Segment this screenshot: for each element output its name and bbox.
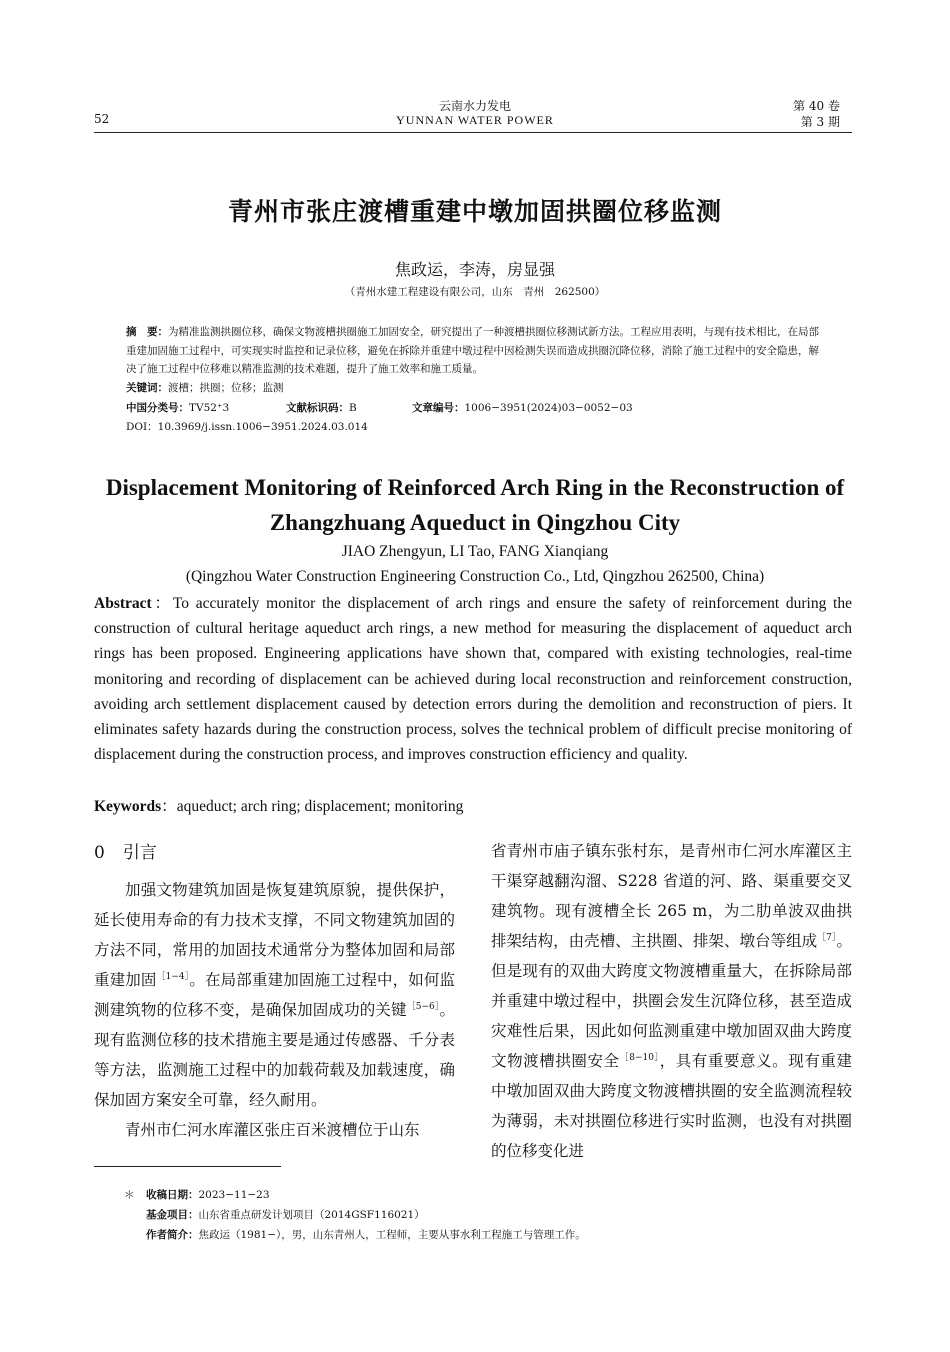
- citation: ［1−4］: [156, 971, 190, 982]
- footnote-star: ＊: [124, 1189, 135, 1201]
- keywords-cn-text: 渡槽；拱圈；位移；监测: [168, 381, 284, 394]
- classification-label: 中国分类号：: [126, 402, 189, 414]
- paragraph: 青州市仁河水库灌区张庄百米渡槽位于山东: [125, 1121, 420, 1139]
- footnotes: [124, 1185, 586, 1245]
- paper-title-en: [0, 470, 950, 540]
- body-left-column: [94, 875, 455, 1145]
- keywords-en-text: aqueduct; arch ring; displacement; monitoring: [176, 798, 464, 815]
- body-right-column: [491, 836, 852, 1166]
- authors-en: JIAO Zhengyun, LI Tao, FANG Xianqiang: [341, 543, 609, 560]
- affiliation-cn: （青州水建工程建设有限公司，山东 青州 262500）: [344, 286, 606, 298]
- affiliation-en: (Qingzhou Water Construction Engineering Construction Co., Ltd, Qingzhou 262500, China): [185, 568, 765, 585]
- section-title: 引言: [122, 843, 157, 863]
- keywords-en-colon: ：: [161, 798, 177, 815]
- abstract-en-label: Abstract: [94, 595, 152, 612]
- abstract-cn-label: 摘 要：: [126, 326, 168, 338]
- fund-text: 山东省重点研发计划项目（2014GSF116021）: [198, 1209, 425, 1221]
- text-run: ，具有重要意义。现有重建中墩加固双曲大跨度文物渡槽拱圈的安全监测流程较为薄弱，未对拱圈位移进行实时监测，也没有对拱圈的位移变化进: [491, 1052, 852, 1160]
- text-run: 。现有监测位移的技术措施主要是通过传感器、千分表等方法，监测施工过程中的加载荷载及加载速度，确保加固方案安全可靠，经久耐用。: [94, 1001, 455, 1109]
- doi: DOI：10.3969/j.issn.1006−3951.2024.03.014: [126, 421, 368, 433]
- abstract-cn-text: 为精准监测拱圈位移，确保文物渡槽拱圈施工加固安全，研究提出了一种渡槽拱圈位移测试新方法。工程应用表明，与现有技术相比，在局部重建加固施工过程中，可实现实时监控和记录位移，避免在拆除并重建中墩过程中因检测失误而造成拱圈沉降位移，消除了施工过程中的安全隐患，解决了施工过程中位移难以精准监测的技术难题，提升了施工效率和施工质量。: [126, 326, 819, 375]
- abstract-cn: [126, 323, 826, 397]
- footnote-rule: [94, 1166, 281, 1167]
- article-no-value: 1006−3951(2024)03−0052−03: [464, 402, 633, 414]
- abstract-en: [94, 591, 852, 767]
- paper-title-en-line1: Displacement Monitoring of Reinforced Arch Ring in the Reconstruction of: [105, 475, 845, 500]
- page-number: 52: [94, 112, 110, 126]
- bio-label: 作者简介：: [146, 1229, 199, 1241]
- text-run: 省青州市庙子镇东张村东，是青州市仁河水库灌区主干渠穿越翻沟溜、S228 省道的河、路、渠重要交叉建筑物。现有渡槽全长 265 m，为二肋单波双曲拱排架结构，由壳槽、主拱圈、排架、墩台等组成: [491, 842, 852, 950]
- doc-code-value: B: [349, 402, 357, 414]
- journal-name-en: YUNNAN WATER POWER: [396, 113, 554, 127]
- classification-line: [126, 400, 633, 415]
- abstract-en-text: To accurately monitor the displacement of arch rings and ensure the safety of reinforcement during the construction of cultural heritage aqueduct arch rings, a new method for measuring the displacement of aqueduct arch rings has been proposed. Engineering applications have shown that, compared with existing technologies, real-time monitoring and recording of displacement can be achieved during local reconstruction and reinforcement construction, avoiding arch settlement displacement caused by detection errors during the demolition and reconstruction of piers. It eliminates safety hazards during the construction process, solves the technical problem of difficult precise monitoring of displacement during the construction process, and improves construction efficiency and quality.: [94, 595, 852, 764]
- received-label: 收稿日期：: [146, 1189, 199, 1201]
- paragraph: [491, 836, 852, 1166]
- footnote-fund: [124, 1205, 586, 1225]
- citation: ［7］: [817, 932, 837, 943]
- fund-label: 基金项目：: [146, 1209, 199, 1221]
- section-heading: [94, 838, 157, 863]
- bio-text: 焦政运（1981−），男，山东青州人，工程师，主要从事水利工程施工与管理工作。: [198, 1229, 586, 1241]
- header-rule: [94, 132, 852, 133]
- text-run: 。在局部重建加固施工过程中，如何监测建筑物的位移不变，是确保加固成功的关键: [94, 971, 455, 1019]
- abstract-en-colon: ：: [151, 595, 173, 612]
- citation: ［5−6］: [406, 1001, 440, 1012]
- article-no-label: 文章编号：: [412, 402, 465, 414]
- issue-label: 第 3 期: [800, 115, 840, 129]
- footnote-received: [124, 1185, 586, 1205]
- received-date: 2023−11−23: [198, 1189, 270, 1201]
- journal-name-cn: 云南水力发电: [438, 99, 511, 113]
- doc-code-label: 文献标识码：: [286, 402, 349, 414]
- citation: ［8−10］: [619, 1052, 660, 1063]
- paragraph: [94, 875, 455, 1115]
- keywords-en: [94, 794, 463, 816]
- keywords-cn-label: 关键词：: [126, 381, 168, 394]
- text-run: 加强文物建筑加固是恢复建筑原貌，提供保护，延长使用寿命的有力技术支撑，不同文物建筑加固的方法不同，常用的加固技术通常分为整体加固和局部重建加固: [94, 881, 455, 989]
- paper-title-en-line2: Zhangzhuang Aqueduct in Qingzhou City: [269, 510, 681, 535]
- text-run: 。但是现有的双曲大跨度文物渡槽重量大，在拆除局部并重建中墩过程中，拱圈会发生沉降位移，甚至造成灾难性后果，因此如何监测重建中墩加固双曲大跨度文物渡槽拱圈安全: [491, 932, 852, 1070]
- authors-cn: 焦政运，李涛，房显强: [394, 260, 555, 279]
- section-number: 0: [94, 843, 105, 863]
- paper-title-cn: 青州市张庄渡槽重建中墩加固拱圈位移监测: [227, 197, 722, 226]
- classification-value: TV52⁺3: [189, 402, 230, 414]
- keywords-en-label: Keywords: [94, 798, 162, 815]
- footnote-bio: [124, 1225, 586, 1245]
- volume-label: 第 40 卷: [793, 99, 840, 113]
